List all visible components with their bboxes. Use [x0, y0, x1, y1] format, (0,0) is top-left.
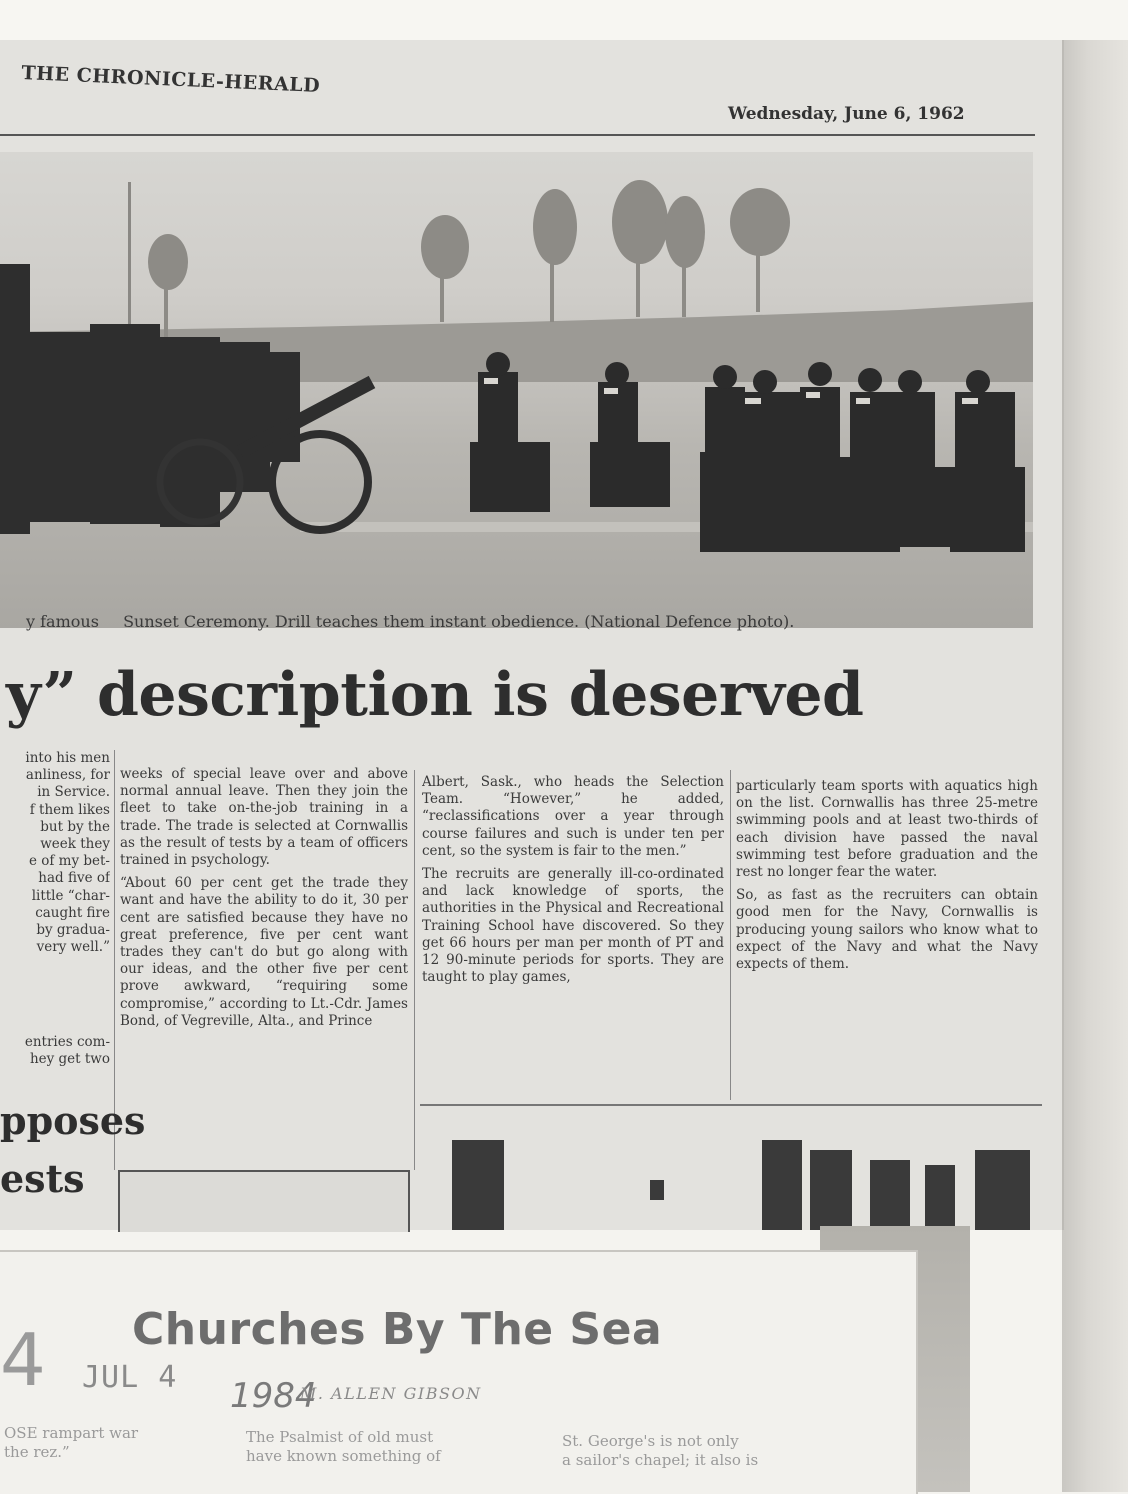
left-fragment-column-lower: [2, 1034, 110, 1068]
dateline: Wednesday, June 6, 1962: [728, 104, 965, 124]
paragraph: So, as fast as the recruiters can obtain good men for the Navy, Cornwallis is producing young sailors who know what to expect of the Navy and what the Navy expects of them.: [736, 887, 1038, 973]
byline: M. ALLEN GIBSON: [300, 1384, 482, 1403]
lower-column-b: [246, 1428, 441, 1466]
left-line: e of my bet-: [28, 853, 110, 870]
cutoff-letter: [762, 1140, 802, 1230]
line: The Psalmist of old must: [246, 1428, 434, 1446]
left-fragment-column: [2, 750, 110, 956]
scan-margin-right: [1062, 40, 1128, 1492]
date-stamp: JUL 4: [82, 1360, 178, 1395]
cutoff-letter: [650, 1180, 664, 1200]
left-line: hey get two: [29, 1051, 110, 1068]
lower-column-c: [562, 1432, 758, 1470]
clipping-title: Churches By The Sea: [132, 1304, 663, 1355]
caption-fragment: y famous: [26, 612, 99, 631]
left-line: in Service.: [37, 784, 110, 801]
cutoff-letter: [810, 1150, 852, 1230]
line: St. George's is not only: [562, 1432, 739, 1450]
cutoff-letter: [925, 1165, 955, 1230]
left-line: f them likes: [29, 801, 110, 818]
paragraph: particularly team sports with aquatics high on the list. Cornwallis has three 25-metre swimming pools and at least two-thirds of each division have passed the naval swimming test before graduation and the rest no longer fear the water.: [736, 778, 1038, 881]
article-column-2: [422, 774, 724, 992]
sailors-drill-photo: [0, 152, 1033, 628]
column-divider: [730, 770, 731, 1100]
lower-column-a: [4, 1424, 138, 1462]
line: a sailor's chapel; it also is: [562, 1451, 759, 1469]
left-line: very well.”: [36, 939, 110, 956]
header-rule: [0, 134, 1035, 136]
article-column-1: [120, 766, 408, 1036]
left-line: by gradua-: [36, 922, 110, 939]
subhead-fragment: pposes: [0, 1098, 146, 1143]
subhead-fragment: ests: [0, 1156, 85, 1201]
left-line: but by the: [40, 818, 110, 835]
left-line: week they: [40, 836, 110, 853]
paragraph: The recruits are generally ill-co-ordinated and lack knowledge of sports, the authorities in the Physical and Recreational Training School have discovered. So they get 66 hours per man per month of PT and 12 90-minute periods for sports. They are taught to play games,: [422, 866, 724, 986]
scan-margin-top: [0, 0, 1128, 40]
column-divider: [414, 770, 415, 1170]
left-line: anliness, for: [25, 767, 110, 784]
photo-illustration: [0, 152, 1033, 628]
article-column-3: [736, 778, 1038, 979]
cutoff-letter: [452, 1140, 504, 1230]
left-line: little “char-: [31, 887, 110, 904]
boxed-ad-fragment: [118, 1170, 410, 1232]
stamp-digit: 4: [0, 1318, 46, 1402]
cutoff-letter: [870, 1160, 910, 1230]
left-line: entries com-: [24, 1034, 110, 1050]
paragraph: “About 60 per cent get the trade they want and have the ability to do it, 30 per cent are satisfied because they have no great preference, five per cent want trades they can't do but go along with our ideas, and the other five per cent prove awkward, “requiring some compromise,” according to Lt.-Cdr. James Bond, of Vegreville, Alta., and Prince: [120, 875, 408, 1029]
masthead: THE CHRONICLE-HERALD: [21, 62, 321, 98]
line: OSE rampart war: [4, 1424, 139, 1442]
left-line: into his men: [25, 750, 110, 766]
photo-caption: [26, 612, 794, 631]
date-stamp-year: 1984: [230, 1376, 317, 1416]
article-headline: y” description is deserved: [6, 660, 864, 730]
line: the rez.”: [4, 1443, 70, 1461]
line: have known something of: [246, 1447, 441, 1465]
paragraph: weeks of special leave over and above normal annual leave. Then they join the fleet to take on-the-job training in a trade. The trade is selected at Cornwallis as the result of tests by a team of officers trained in psychology.: [120, 766, 408, 869]
paragraph: Albert, Sask., who heads the Selection Team. “However,” he added, “reclassifications over a year through course failures and such is under ten per cent, so the system is fair to the men.”: [422, 774, 724, 859]
cutoff-letter: [975, 1150, 1030, 1230]
left-line: caught fire: [35, 904, 110, 921]
left-line: had five of: [38, 870, 110, 887]
caption-text: Sunset Ceremony. Drill teaches them instant obedience. (National Defence photo).: [123, 612, 795, 631]
section-rule: [420, 1104, 1042, 1106]
